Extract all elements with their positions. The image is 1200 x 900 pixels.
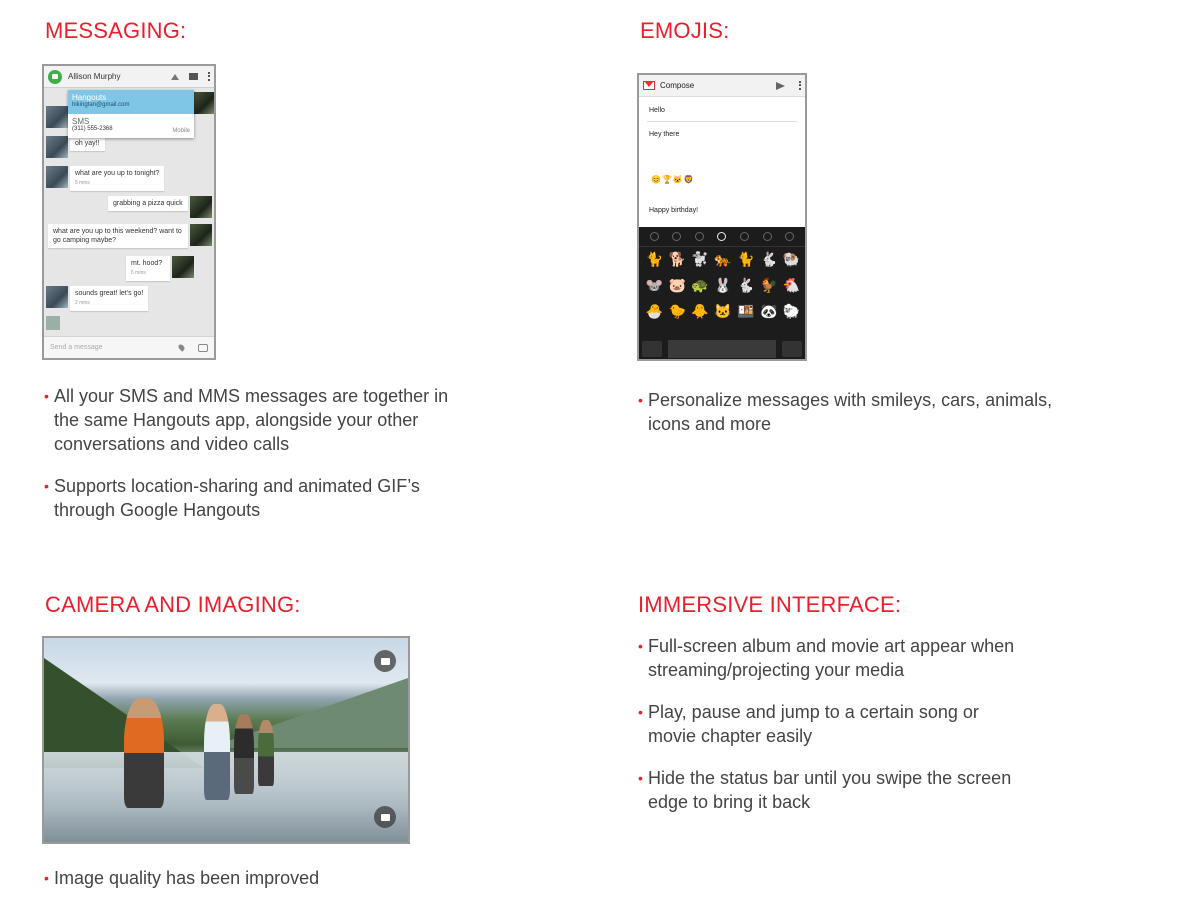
smiley-tab-icon — [672, 232, 681, 241]
transport-dropdown — [68, 90, 194, 138]
immersive-bullets — [638, 634, 1018, 832]
message-row — [46, 166, 166, 191]
places-tab-icon — [740, 232, 749, 241]
sms-option-label: SMS — [72, 117, 90, 126]
avatar — [190, 196, 212, 218]
emoji-key: 🐈 — [737, 251, 755, 267]
message-bubble: what are you up to tonight? 5 mins — [70, 166, 164, 191]
overflow-menu-icon — [208, 72, 210, 81]
objects-tab-icon — [695, 232, 704, 241]
messaging-bullets — [44, 384, 464, 540]
space-key — [668, 340, 776, 358]
nature-tab-icon — [717, 232, 726, 241]
dropdown-sms-option — [68, 114, 194, 138]
immersive-heading: IMMERSIVE INTERFACE: — [638, 592, 902, 617]
emoji-key: 🍱 — [737, 303, 755, 319]
body-field: Happy birthday! — [649, 207, 699, 214]
emoji-key: 🐇 — [759, 251, 778, 267]
gmail-icon — [643, 81, 655, 90]
emojis-bullets — [638, 388, 1078, 454]
hiker — [258, 720, 274, 786]
emoji-key: 🐕 — [668, 251, 686, 267]
message-bubble: what are you up to this weekend? want to go camping maybe? — [48, 224, 188, 248]
message-row — [106, 196, 212, 218]
hiker — [234, 714, 254, 794]
emoji-key: 🐏 — [782, 251, 801, 267]
avatar — [46, 166, 68, 188]
emoji-key: 🐷 — [668, 277, 686, 293]
keyboard-bottom-bar — [639, 337, 805, 361]
message-row — [46, 136, 107, 158]
avatar — [46, 286, 68, 308]
messaging-heading: MESSAGING: — [45, 18, 187, 43]
camera-bullets — [44, 866, 464, 900]
message-row — [46, 316, 60, 330]
emoji-grid — [643, 251, 803, 319]
emoji-keyboard — [639, 227, 805, 361]
list-item: • All your SMS and MMS messages are together in the same Hangouts app, alongside your other conversations and video calls — [44, 386, 449, 454]
sms-option-number: (311) 555-2368 — [72, 126, 113, 132]
emoji-key: 🐓 — [759, 277, 778, 293]
gmail-compose-screenshot — [637, 73, 807, 361]
emoji-key: 🐣 — [645, 303, 664, 319]
sms-option-type: Mobile — [172, 128, 190, 134]
emoji-key: 🐔 — [782, 277, 801, 293]
emoji-key: 🐼 — [759, 303, 778, 319]
emoji-key: 🐥 — [691, 303, 709, 319]
inline-emojis: 😊🏆🐱🦁 — [651, 175, 695, 184]
gmail-header — [639, 75, 805, 97]
emoji-key: 🐱 — [714, 303, 732, 319]
camera-icon — [198, 344, 208, 352]
avatar — [46, 106, 68, 128]
list-item: • Image quality has been improved — [44, 868, 320, 888]
hangouts-screenshot — [42, 64, 216, 360]
list-item: • Play, pause and jump to a certain song or movie chapter easily — [638, 702, 979, 746]
list-item: • Full-screen album and movie art appear when streaming/projecting your media — [638, 636, 1015, 680]
compose-bar — [44, 336, 214, 358]
hangouts-header — [44, 66, 214, 88]
message-row — [46, 106, 68, 128]
avatar — [46, 136, 68, 158]
message-row — [46, 224, 212, 248]
subject-field: Hey there — [649, 131, 680, 138]
message-bubble: sounds great! let's go! 2 mins — [70, 286, 148, 311]
message-bubble: grabbing a pizza quick — [108, 196, 188, 211]
emoji-key: 🐢 — [691, 277, 709, 293]
emoji-key: 🐇 — [737, 277, 755, 293]
avatar — [192, 92, 214, 114]
emoji-key: 🐩 — [691, 251, 709, 267]
message-row — [46, 286, 150, 311]
overflow-menu-icon — [799, 81, 801, 90]
video-icon — [189, 73, 198, 80]
avatar — [190, 224, 212, 246]
message-row — [124, 256, 194, 281]
phone-icon — [171, 74, 179, 80]
keyboard-hide-key — [782, 341, 802, 357]
emojis-heading: EMOJIS: — [640, 18, 730, 43]
emoji-key: 🐰 — [714, 277, 732, 293]
hangouts-option-email: hikingfan@gmail.com — [72, 102, 130, 108]
emoji-key: 🐑 — [782, 303, 801, 319]
hiking-photo — [42, 636, 410, 844]
emoji-key: 🐈 — [645, 251, 664, 267]
emoji-key: 🐤 — [668, 303, 686, 319]
emoji-key: 🐭 — [645, 277, 664, 293]
list-item: • Hide the status bar until you swipe the screen edge to bring it back — [638, 768, 1012, 812]
video-camera-icon — [374, 650, 396, 672]
gif-thumbnail — [46, 316, 60, 330]
recent-tab-icon — [650, 232, 659, 241]
backspace-icon — [785, 232, 794, 241]
message-bubble: oh yay!! — [70, 136, 105, 151]
compose-input: Send a message — [50, 344, 103, 351]
emoji-category-tabs — [639, 227, 805, 247]
emoji-key: 🐅 — [714, 251, 732, 267]
hiker — [124, 698, 164, 808]
message-row — [192, 92, 214, 114]
abc-key — [642, 341, 662, 357]
hiker — [204, 704, 230, 800]
avatar — [172, 256, 194, 278]
to-field: Hello — [649, 107, 665, 114]
hangouts-option-label: Hangouts — [72, 93, 107, 102]
camera-heading: CAMERA AND IMAGING: — [45, 592, 301, 617]
hangouts-logo-icon — [48, 70, 62, 84]
contact-name: Allison Murphy — [68, 72, 121, 81]
shutter-icon — [374, 806, 396, 828]
message-bubble: mt. hood? 5 mins — [126, 256, 170, 281]
symbols-tab-icon — [763, 232, 772, 241]
dropdown-hangouts-option — [68, 90, 194, 114]
send-icon — [776, 82, 785, 90]
list-item: • Personalize messages with smileys, cars, animals, icons and more — [638, 390, 1053, 434]
compose-title: Compose — [660, 81, 695, 90]
list-item: • Supports location-sharing and animated GIF’s through Google Hangouts — [44, 476, 420, 520]
